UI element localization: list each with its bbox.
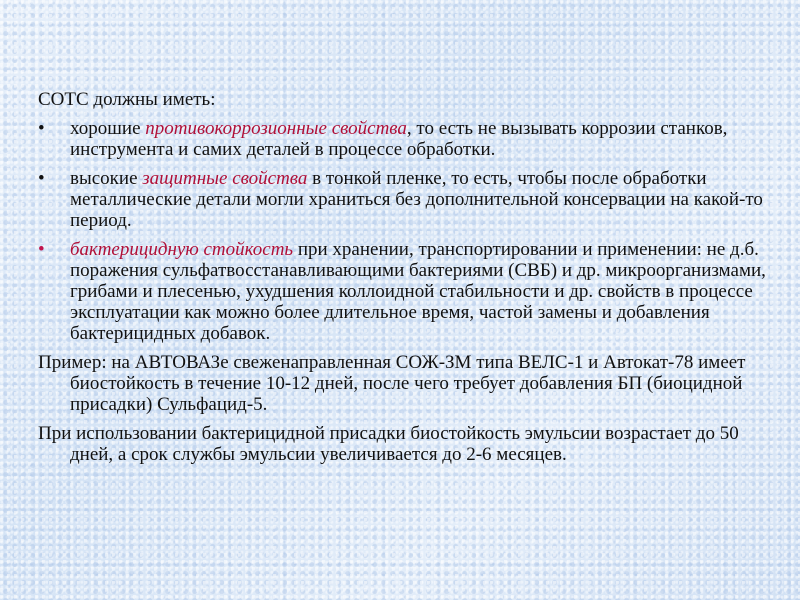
highlight-term: противокоррозионные свойства [145,118,407,139]
highlight-term: бактерицидную стойкость [70,239,294,260]
bullet-text-post: , то есть не вызывать коррозии станков, инструмента и самих деталей в процессе обработки. [70,118,728,160]
bullet-marker: • [38,239,45,260]
intro-text: СОТС должны иметь: [38,89,216,110]
highlight-term: защитные свойства [142,168,308,189]
example-paragraph: Пример: на АВТОВАЗе свеженаправленная СОЖ-ЗМ типа ВЕЛС-1 и Автокат-78 имеет биостойкость в течение 10-12 дней, после чего требует добавления БП (биоцидной присадки) Сульфацид-5. [38,352,746,415]
bullet-text-post: при хранении, транспортировании и применении: не д.б. поражения сульфатвосстанавливающими бактериями (СВБ) и др. микроорганизмами, грибами и плесенью, ухудшения коллоидной стабильности и др. свойств в процессе эксплуатации как можно более длительное время, частой замены и добавления бактерицидных добавок. [70,239,766,344]
conclusion-paragraph: При использовании бактерицидной присадки биостойкость эмульсии возрастает до 50 дней, а срок службы эмульсии увеличивается до 2-6 месяцев. [38,423,739,465]
bullet-marker: • [38,168,45,189]
bullet-text-pre: высокие [70,168,143,189]
slide-content [38,89,778,473]
bullet-item-protective [38,168,778,231]
bullet-text-post: в тонкой пленке, то есть, чтобы после обработки металлические детали могли храниться без дополнительной консервации на какой-то период. [70,168,763,231]
bullet-item-bactericidal [38,239,778,344]
bullet-marker: • [38,118,45,139]
bullet-text-pre: хорошие [70,118,146,139]
bullet-item-anticorrosion [38,118,778,160]
